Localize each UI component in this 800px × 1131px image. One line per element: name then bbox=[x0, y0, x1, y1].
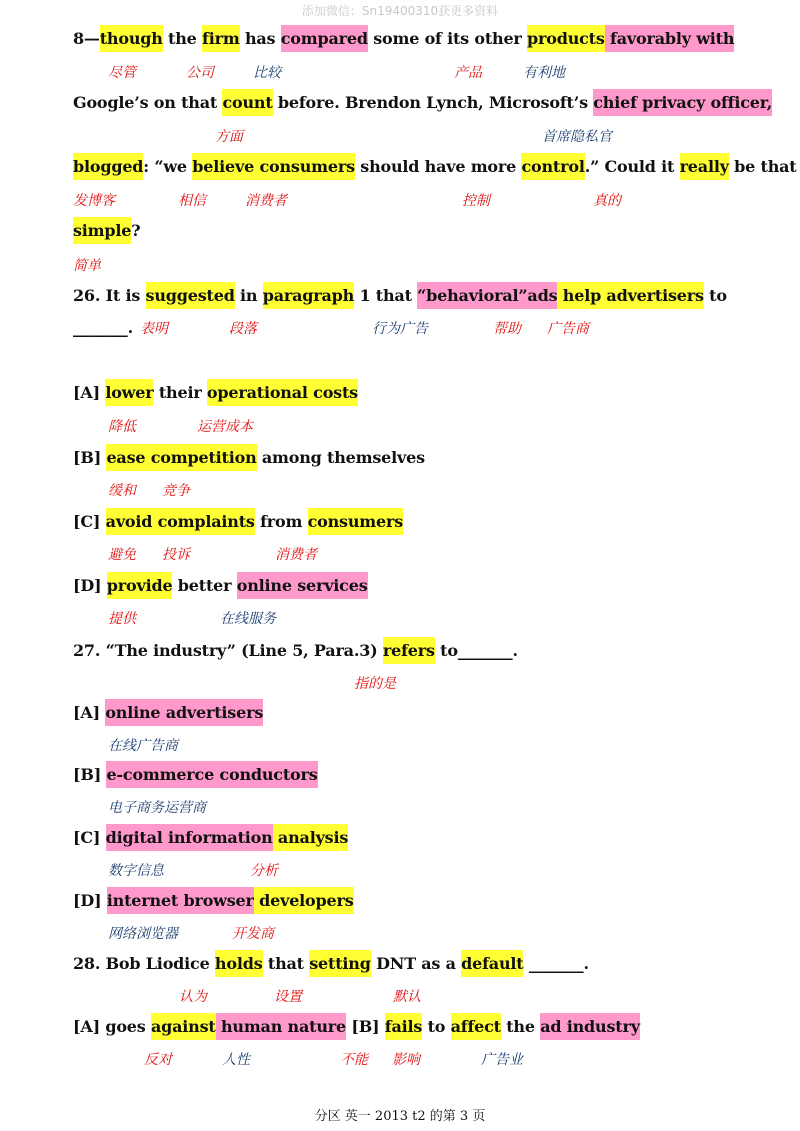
chinese-gloss: 不能 bbox=[340, 1052, 368, 1068]
chinese-gloss: 设置 bbox=[274, 989, 302, 1005]
chinese-gloss: 公司 bbox=[186, 65, 214, 81]
text-segment: to_______. bbox=[434, 641, 518, 660]
chinese-gloss: 行为广告 bbox=[372, 321, 428, 337]
text-segment: [B] bbox=[345, 1017, 385, 1036]
highlighted-phrase: online advertisers bbox=[105, 699, 263, 726]
highlighted-phrase: compared bbox=[281, 25, 368, 52]
highlighted-phrase: help advertisers bbox=[557, 282, 703, 309]
chinese-gloss: 投诉 bbox=[162, 547, 190, 563]
text-line bbox=[73, 216, 140, 246]
text-segment: 8— bbox=[73, 29, 100, 48]
text-line bbox=[73, 88, 772, 118]
chinese-gloss: 在线广告商 bbox=[108, 738, 178, 754]
highlighted-phrase: control bbox=[521, 153, 584, 180]
highlighted-phrase: operational costs bbox=[207, 379, 358, 406]
highlighted-phrase: affect bbox=[451, 1013, 501, 1040]
chinese-gloss: 认为 bbox=[179, 989, 207, 1005]
highlighted-phrase: ease competition bbox=[106, 444, 256, 471]
text-segment: has bbox=[239, 29, 281, 48]
text-line bbox=[73, 281, 727, 311]
text-segment: from bbox=[254, 512, 308, 531]
watermark: 添加微信：Sn19400310获更多资料 bbox=[301, 4, 499, 18]
text-line bbox=[73, 378, 358, 408]
chinese-gloss: 首席隐私官 bbox=[542, 129, 612, 145]
text-segment: 28. Bob Liodice bbox=[73, 954, 215, 973]
highlighted-phrase: really bbox=[680, 153, 729, 180]
highlighted-phrase: lower bbox=[105, 379, 153, 406]
chinese-gloss: 发博客 bbox=[73, 193, 115, 209]
text-segment: [D] bbox=[73, 891, 107, 910]
text-segment: to bbox=[422, 1017, 451, 1036]
text-line bbox=[73, 760, 318, 790]
highlighted-phrase: e-commerce conductors bbox=[106, 761, 317, 788]
chinese-gloss: 帮助 bbox=[493, 321, 521, 337]
text-line bbox=[73, 949, 589, 979]
highlighted-phrase: online services bbox=[237, 572, 368, 599]
chinese-gloss: 广告业 bbox=[481, 1052, 523, 1068]
highlighted-phrase: holds bbox=[215, 950, 263, 977]
page-footer: 分区 英一 2013 t2 的第 3 页 bbox=[314, 1109, 486, 1124]
highlighted-phrase: refers bbox=[383, 637, 435, 664]
text-segment: better bbox=[172, 576, 237, 595]
chinese-gloss: 真的 bbox=[593, 193, 621, 209]
chinese-gloss: 有利地 bbox=[523, 65, 565, 81]
chinese-gloss: 默认 bbox=[393, 989, 421, 1005]
text-line bbox=[73, 24, 734, 54]
text-line bbox=[73, 636, 518, 666]
text-segment: [B] bbox=[73, 765, 107, 784]
text-line bbox=[73, 823, 348, 853]
chinese-gloss: 段落 bbox=[229, 321, 257, 337]
text-segment: : “we bbox=[143, 157, 193, 176]
highlighted-phrase: simple bbox=[73, 217, 131, 244]
highlighted-phrase: analysis bbox=[273, 824, 349, 851]
text-segment: ? bbox=[131, 221, 141, 240]
highlighted-phrase: human nature bbox=[216, 1013, 346, 1040]
chinese-gloss: 消费者 bbox=[245, 193, 287, 209]
text-segment: their bbox=[153, 383, 207, 402]
chinese-gloss: 数字信息 bbox=[108, 863, 164, 879]
text-line bbox=[73, 313, 133, 343]
text-segment: [B] bbox=[73, 448, 107, 467]
highlighted-phrase: against bbox=[151, 1013, 216, 1040]
highlighted-phrase: developers bbox=[254, 887, 354, 914]
text-line bbox=[73, 443, 425, 473]
text-line bbox=[73, 886, 354, 916]
chinese-gloss: 电子商务运营商 bbox=[108, 800, 206, 816]
text-line bbox=[73, 698, 263, 728]
chinese-gloss: 提供 bbox=[108, 611, 136, 627]
text-segment: DNT as a bbox=[370, 954, 462, 973]
chinese-gloss: 指的是 bbox=[354, 676, 396, 692]
highlighted-phrase: ad industry bbox=[540, 1013, 640, 1040]
highlighted-phrase: provide bbox=[107, 572, 173, 599]
chinese-gloss: 运营成本 bbox=[197, 419, 253, 435]
highlighted-phrase: setting bbox=[309, 950, 370, 977]
highlighted-phrase: chief privacy officer, bbox=[593, 89, 772, 116]
chinese-gloss: 降低 bbox=[108, 419, 136, 435]
text-segment: [D] bbox=[73, 576, 107, 595]
chinese-gloss: 消费者 bbox=[275, 547, 317, 563]
text-segment: among themselves bbox=[256, 448, 425, 467]
text-segment: to bbox=[703, 286, 727, 305]
highlighted-phrase: consumers bbox=[308, 508, 403, 535]
text-segment: the bbox=[162, 29, 203, 48]
text-segment: _______. bbox=[523, 954, 589, 973]
highlighted-phrase: believe consumers bbox=[192, 153, 355, 180]
text-segment: [A] bbox=[73, 703, 106, 722]
chinese-gloss: 相信 bbox=[178, 193, 206, 209]
chinese-gloss: 控制 bbox=[462, 193, 490, 209]
text-segment: [C] bbox=[73, 828, 106, 847]
text-segment: [A] goes bbox=[73, 1017, 151, 1036]
chinese-gloss: 表明 bbox=[140, 321, 168, 337]
text-segment: the bbox=[500, 1017, 541, 1036]
chinese-gloss: 网络浏览器 bbox=[108, 926, 178, 942]
highlighted-phrase: suggested bbox=[146, 282, 235, 309]
highlighted-phrase: favorably with bbox=[605, 25, 735, 52]
chinese-gloss: 广告商 bbox=[547, 321, 589, 337]
text-line bbox=[73, 507, 403, 537]
highlighted-phrase: paragraph bbox=[263, 282, 354, 309]
text-segment: 27. “The industry” (Line 5, Para.3) bbox=[73, 641, 383, 660]
chinese-gloss: 在线服务 bbox=[220, 611, 276, 627]
chinese-gloss: 分析 bbox=[250, 863, 278, 879]
text-segment: [C] bbox=[73, 512, 106, 531]
text-segment: in bbox=[234, 286, 263, 305]
chinese-gloss: 缓和 bbox=[108, 483, 136, 499]
chinese-gloss: 人性 bbox=[222, 1052, 250, 1068]
text-segment: should have more bbox=[354, 157, 522, 176]
chinese-gloss: 影响 bbox=[392, 1052, 420, 1068]
highlighted-phrase: digital information bbox=[106, 824, 273, 851]
chinese-gloss: 方面 bbox=[215, 129, 243, 145]
text-segment: be that bbox=[728, 157, 797, 176]
highlighted-phrase: default bbox=[461, 950, 523, 977]
highlighted-phrase: though bbox=[100, 25, 163, 52]
text-segment: Google’s on that bbox=[73, 93, 223, 112]
chinese-gloss: 避免 bbox=[108, 547, 136, 563]
highlighted-phrase: blogged bbox=[73, 153, 143, 180]
chinese-gloss: 尽管 bbox=[108, 65, 136, 81]
text-segment: [A] bbox=[73, 383, 106, 402]
text-segment: 26. It is bbox=[73, 286, 146, 305]
chinese-gloss: 简单 bbox=[73, 258, 101, 274]
chinese-gloss: 竞争 bbox=[162, 483, 190, 499]
text-segment: before. Brendon Lynch, Microsoft’s bbox=[272, 93, 594, 112]
highlighted-phrase: firm bbox=[202, 25, 240, 52]
text-line bbox=[73, 1012, 640, 1042]
highlighted-phrase: internet browser bbox=[107, 887, 254, 914]
highlighted-phrase: count bbox=[222, 89, 272, 116]
chinese-gloss: 反对 bbox=[144, 1052, 172, 1068]
chinese-gloss: 开发商 bbox=[232, 926, 274, 942]
highlighted-phrase: products bbox=[527, 25, 605, 52]
highlighted-phrase: avoid complaints bbox=[106, 508, 255, 535]
chinese-gloss: 产品 bbox=[454, 65, 482, 81]
text-segment: 1 that bbox=[354, 286, 418, 305]
text-segment: some of its other bbox=[367, 29, 528, 48]
text-line bbox=[73, 152, 797, 182]
text-segment: that bbox=[262, 954, 310, 973]
text-segment: _______. bbox=[73, 318, 133, 337]
chinese-gloss: 比较 bbox=[253, 65, 281, 81]
text-segment: .” Could it bbox=[584, 157, 680, 176]
highlighted-phrase: fails bbox=[385, 1013, 422, 1040]
text-line bbox=[73, 571, 368, 601]
highlighted-phrase: “behavioral”ads bbox=[417, 282, 557, 309]
